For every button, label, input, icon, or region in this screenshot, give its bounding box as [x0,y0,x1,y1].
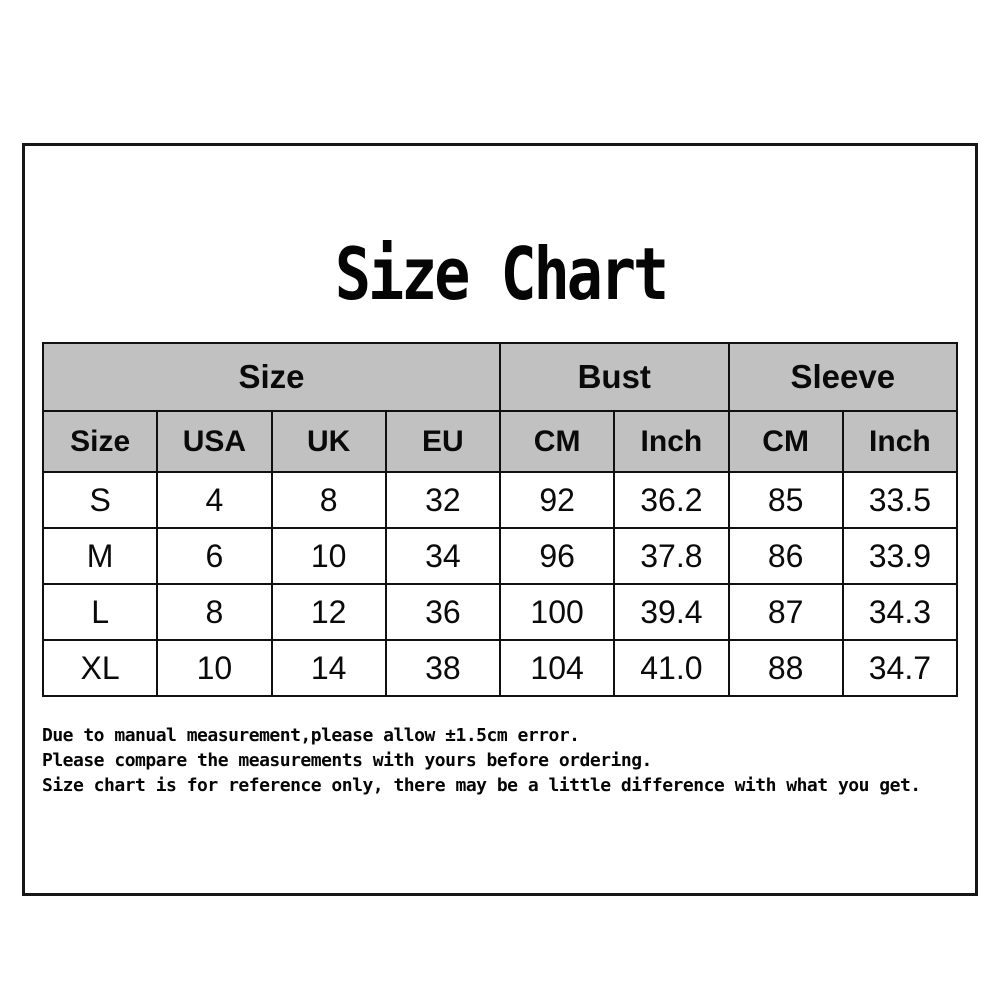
table-row-s [43,472,957,528]
table-cell: 10 [157,640,271,696]
table-cell: 4 [157,472,271,528]
table-row-m [43,528,957,584]
table-cell: 6 [157,528,271,584]
table-cell: L [43,584,157,640]
table-cell: 100 [500,584,614,640]
column-header-uk: UK [272,411,386,472]
table-cell: 92 [500,472,614,528]
table-cell: 36.2 [614,472,728,528]
group-header-size: Size [43,343,500,411]
column-header-sleeve-cm: CM [729,411,843,472]
note-line-3: Size chart is for reference only, there may be a little difference with what you get. [42,775,921,796]
table-cell: 41.0 [614,640,728,696]
note-line-1: Due to manual measurement,please allow ±1.5cm error. [42,725,580,746]
table-cell: 34 [386,528,500,584]
table-column-header-row [43,411,957,472]
table-cell: 12 [272,584,386,640]
table-cell: 32 [386,472,500,528]
table-cell: 8 [272,472,386,528]
size-table [42,342,958,697]
table-cell: M [43,528,157,584]
table-cell: 96 [500,528,614,584]
table-cell: 88 [729,640,843,696]
column-header-size: Size [43,411,157,472]
table-cell: 34.7 [843,640,957,696]
table-cell: 8 [157,584,271,640]
table-cell: XL [43,640,157,696]
column-header-bust-inch: Inch [614,411,728,472]
table-row-xl [43,640,957,696]
table-cell: 104 [500,640,614,696]
table-cell: 34.3 [843,584,957,640]
table-cell: 10 [272,528,386,584]
column-header-eu: EU [386,411,500,472]
table-cell: 86 [729,528,843,584]
column-header-bust-cm: CM [500,411,614,472]
table-cell: S [43,472,157,528]
column-header-usa: USA [157,411,271,472]
table-cell: 33.9 [843,528,957,584]
page-title: Size Chart [334,233,667,317]
table-cell: 36 [386,584,500,640]
measurement-notes [42,723,921,798]
column-header-sleeve-inch: Inch [843,411,957,472]
table-cell: 87 [729,584,843,640]
note-line-2: Please compare the measurements with yours before ordering. [42,750,652,771]
table-cell: 37.8 [614,528,728,584]
table-group-header-row [43,343,957,411]
table-cell: 85 [729,472,843,528]
group-header-bust: Bust [500,343,729,411]
table-cell: 38 [386,640,500,696]
table-row-l [43,584,957,640]
table-cell: 33.5 [843,472,957,528]
group-header-sleeve: Sleeve [729,343,958,411]
table-cell: 39.4 [614,584,728,640]
table-cell: 14 [272,640,386,696]
